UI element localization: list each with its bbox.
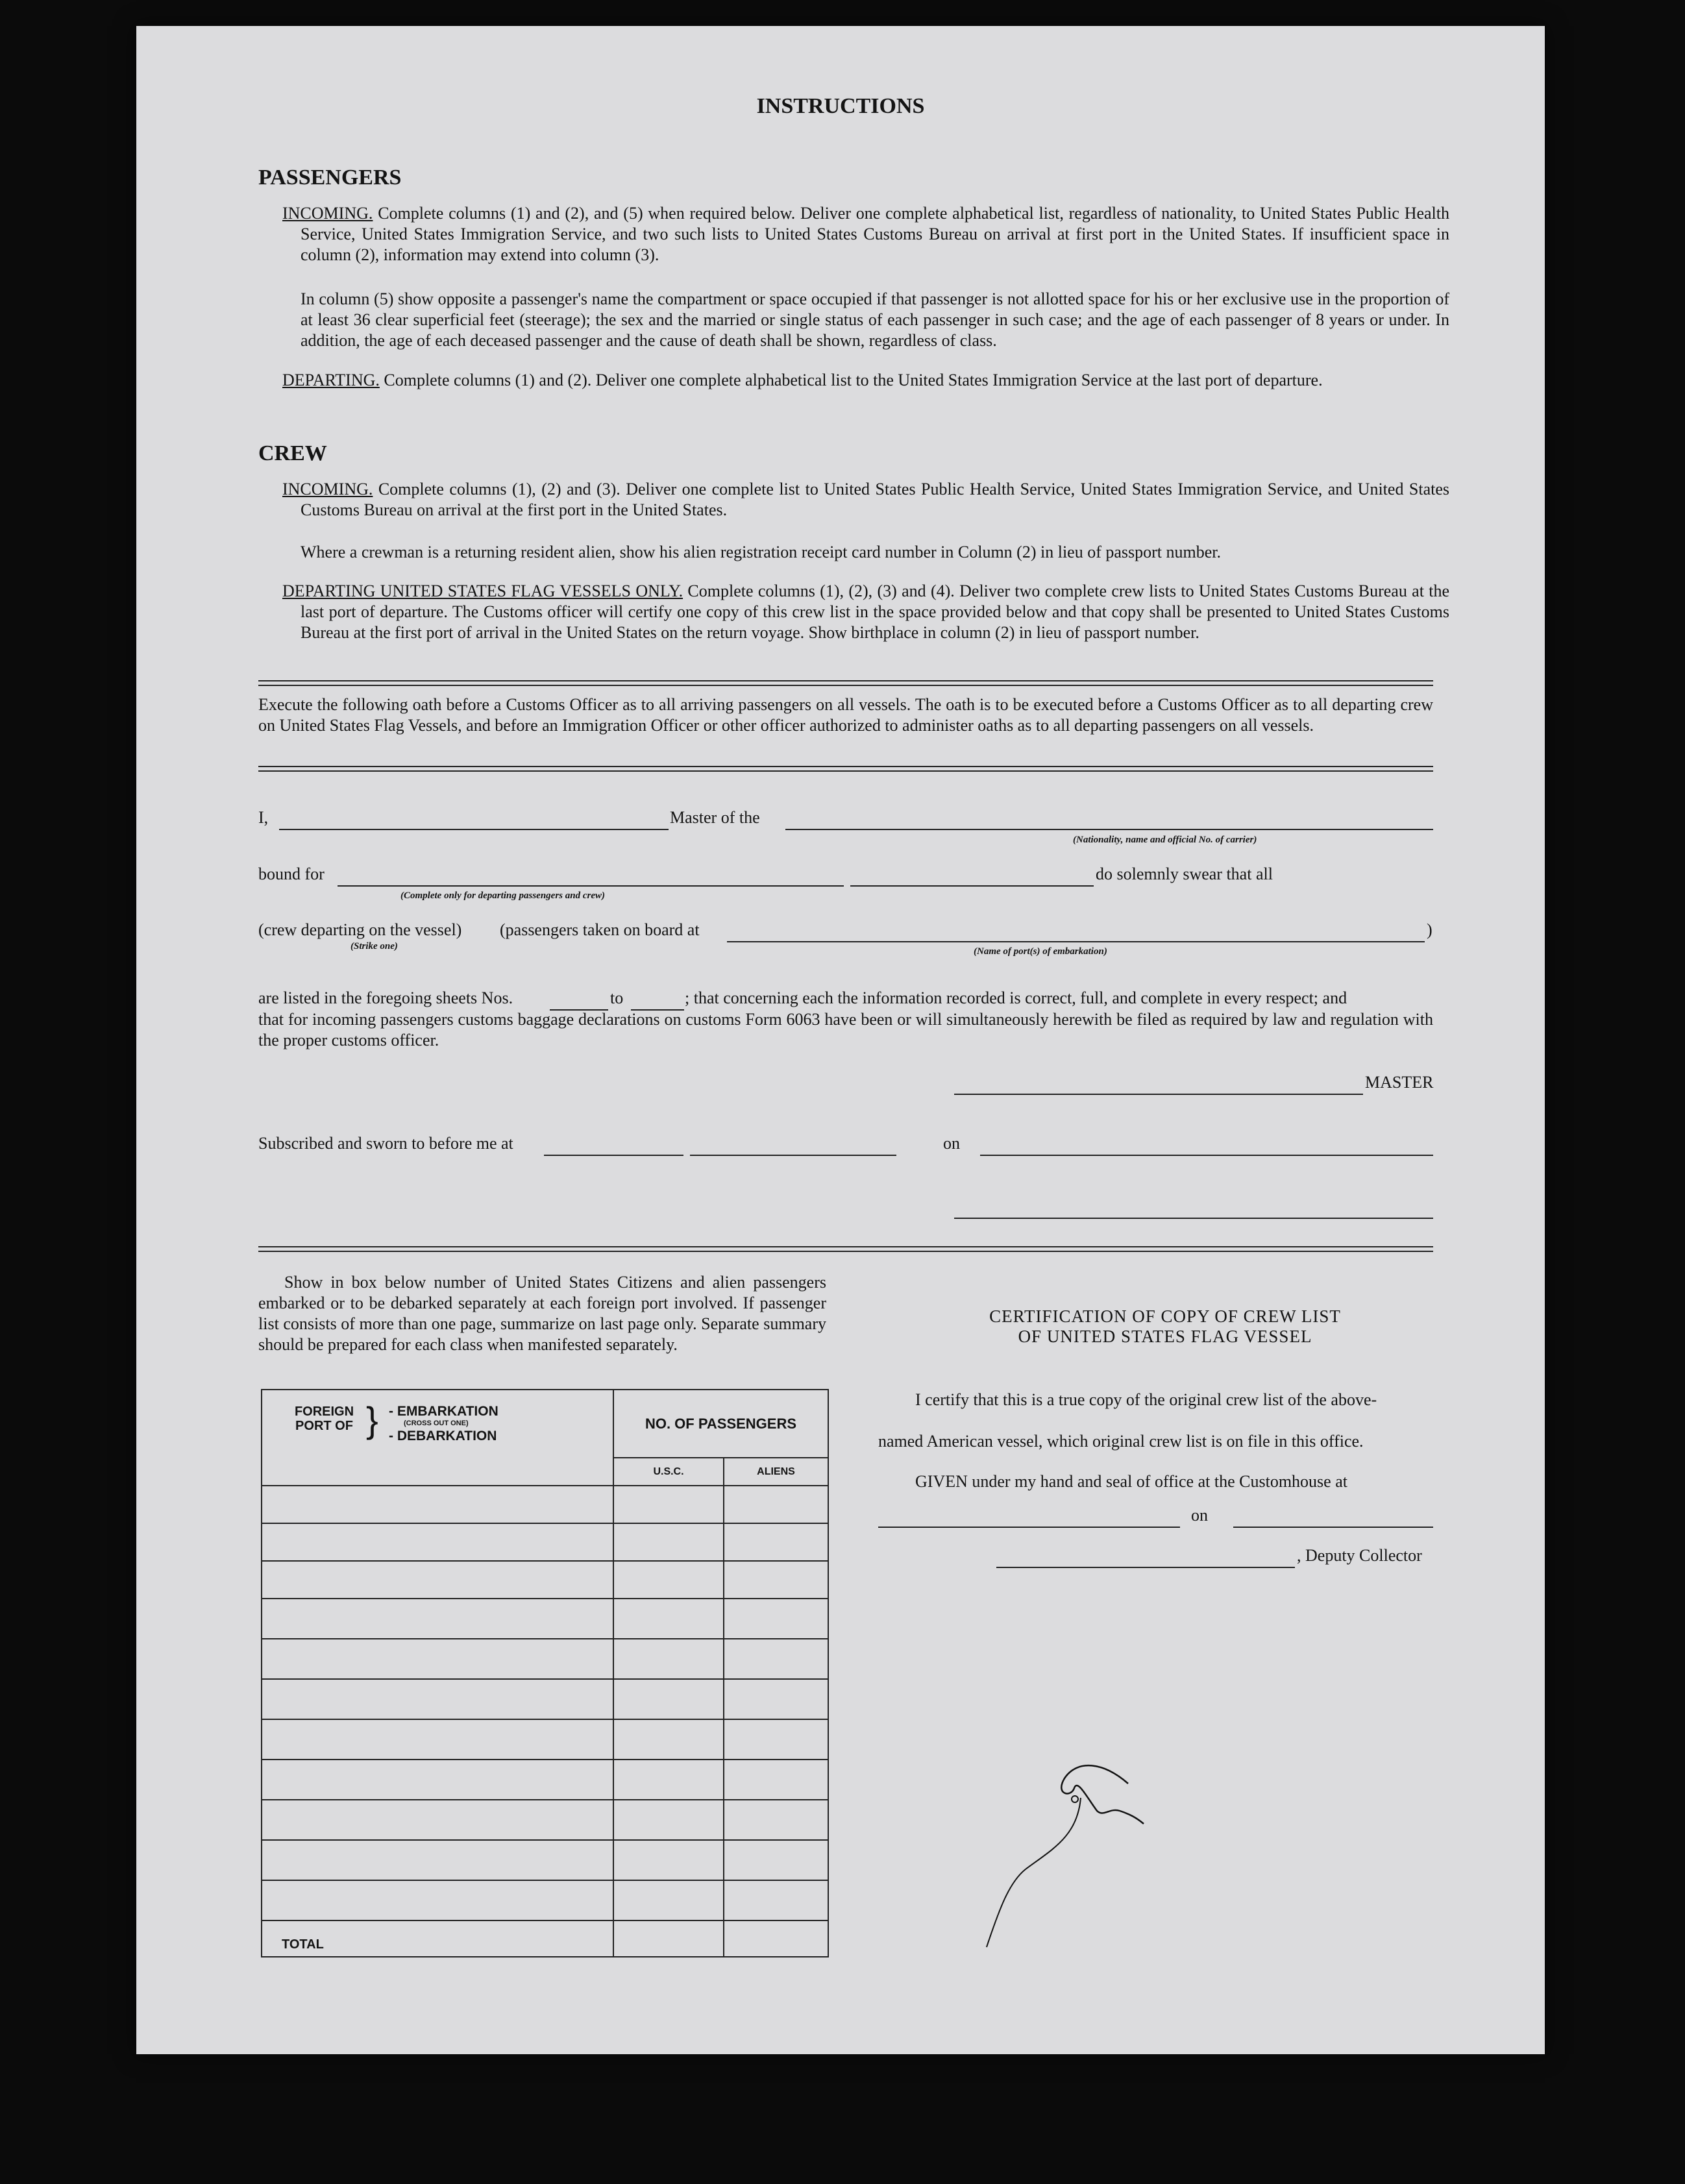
given-text: GIVEN under my hand and seal of office at the Customhouse at — [915, 1472, 1347, 1491]
summary-row — [262, 1679, 828, 1719]
usc-cell[interactable] — [613, 1561, 724, 1599]
usc-cell[interactable] — [613, 1719, 724, 1760]
subscribed-place-line-2[interactable] — [690, 1155, 896, 1156]
aliens-cell[interactable] — [724, 1561, 828, 1599]
cert-date-line[interactable] — [1233, 1527, 1433, 1528]
total-aliens-cell[interactable] — [724, 1920, 828, 1957]
usc-header: U.S.C. — [613, 1458, 724, 1486]
officer-signature-line[interactable] — [954, 1218, 1433, 1219]
pen-scribble-mark — [974, 1713, 1181, 1960]
passengers-taken-label: (passengers taken on board at — [500, 920, 700, 939]
crew-departing-label: DEPARTING UNITED STATES FLAG VESSELS ONLY. — [282, 582, 683, 600]
crew-heading: CREW — [258, 441, 327, 465]
aliens-cell[interactable] — [724, 1639, 828, 1679]
subscribed-date-line[interactable] — [980, 1155, 1433, 1156]
debarkation-label: - DEBARKATION — [389, 1429, 497, 1443]
summary-row — [262, 1760, 828, 1800]
crew-departing-label: (crew departing on the vessel) — [258, 920, 462, 939]
port-cell[interactable] — [262, 1639, 613, 1679]
port-cell[interactable] — [262, 1679, 613, 1719]
port-cell[interactable] — [262, 1561, 613, 1599]
summary-row — [262, 1639, 828, 1679]
aliens-header: ALIENS — [724, 1458, 828, 1486]
crew-incoming-label: INCOMING. — [282, 480, 373, 498]
summary-row — [262, 1880, 828, 1920]
usc-cell[interactable] — [613, 1639, 724, 1679]
summary-row — [262, 1523, 828, 1561]
subscribed-label: Subscribed and sworn to before me at — [258, 1134, 513, 1153]
bound-for-label: bound for — [258, 865, 325, 883]
usc-cell[interactable] — [613, 1840, 724, 1880]
master-signature-line[interactable] — [954, 1094, 1363, 1095]
bound-for-line-2[interactable] — [850, 885, 1094, 887]
embarkation-label: - EMBARKATION — [389, 1404, 498, 1419]
usc-cell[interactable] — [613, 1800, 724, 1840]
port-cell[interactable] — [262, 1880, 613, 1920]
listed-text-3: that for incoming passengers customs baggage declarations on customs Form 6063 have been or will simultaneously herewith be filed as required by law and regulation with the proper customs officer. — [258, 1010, 1433, 1049]
to-label: to — [610, 988, 624, 1007]
master-name-line[interactable] — [279, 829, 669, 830]
customhouse-line[interactable] — [878, 1527, 1180, 1528]
passengers-departing-label: DEPARTING. — [282, 371, 380, 389]
summary-row — [262, 1561, 828, 1599]
passengers-departing-text: Complete columns (1) and (2). Deliver one complete alphabetical list to the United States Immigration Service at the last port of departure. — [384, 371, 1323, 389]
aliens-cell[interactable] — [724, 1486, 828, 1523]
on-label: on — [943, 1134, 960, 1153]
total-label: TOTAL — [262, 1920, 613, 1957]
summary-row — [262, 1599, 828, 1639]
listed-text-2: ; that concerning each the information recorded is correct, full, and complete in every respect; and — [685, 988, 1347, 1007]
swear-label: do solemnly swear that all — [1096, 865, 1273, 883]
aliens-cell[interactable] — [724, 1760, 828, 1800]
port-cell[interactable] — [262, 1840, 613, 1880]
aliens-cell[interactable] — [724, 1679, 828, 1719]
port-cell[interactable] — [262, 1719, 613, 1760]
cert-on-label: on — [1191, 1506, 1208, 1525]
page-title: INSTRUCTIONS — [756, 94, 925, 118]
usc-cell[interactable] — [613, 1523, 724, 1561]
ports-line[interactable] — [727, 941, 1425, 942]
certification-title-line-2: OF UNITED STATES FLAG VESSEL — [1018, 1327, 1312, 1346]
crew-incoming-paragraph — [282, 479, 1449, 521]
port-cell[interactable] — [262, 1760, 613, 1800]
aliens-cell[interactable] — [724, 1599, 828, 1639]
certification-title-line-1: CERTIFICATION OF COPY OF CREW LIST — [989, 1307, 1341, 1326]
oath-instruction-paragraph: Execute the following oath before a Customs Officer as to all arriving passengers on all vessels. The oath is to be executed before a Customs Officer as to all departing crew on United States Flag Vessels, and before an Immigration Officer or other officer authorized to administer oaths as to all departing passengers on all vessels. — [258, 695, 1433, 735]
summary-row — [262, 1800, 828, 1840]
port-cell[interactable] — [262, 1486, 613, 1523]
deputy-signature-line[interactable] — [996, 1567, 1295, 1568]
crew-incoming-text: Complete columns (1), (2) and (3). Deliver one complete list to United States Public Health Service, United States Immigration Service, and United States Customs Bureau on arrival at the first port in the United States. — [301, 480, 1449, 519]
certify-text-1: I certify that this is a true copy of the original crew list of the above- — [915, 1390, 1377, 1409]
passengers-column5-paragraph: In column (5) show opposite a passenger's name the compartment or space occupied if that passenger is not allotted space for his or her exclusive use in the proportion of at least 36 clear superficial feet (steerage); the sex and the married or single status of each passenger in such case; and the age of each passenger of 8 years or under. In addition, the age of each deceased passenger and the cause of death shall be shown, regardless of class. — [301, 289, 1449, 350]
usc-cell[interactable] — [613, 1679, 724, 1719]
deputy-collector-label: , Deputy Collector — [1297, 1546, 1422, 1565]
certify-text-2: named American vessel, which original crew list is on file in this office. — [878, 1432, 1364, 1451]
subscribed-place-line[interactable] — [544, 1155, 683, 1156]
listed-sheets-label: are listed in the foregoing sheets Nos. — [258, 988, 513, 1007]
usc-cell[interactable] — [613, 1880, 724, 1920]
summary-row — [262, 1486, 828, 1523]
usc-cell[interactable] — [613, 1599, 724, 1639]
aliens-cell[interactable] — [724, 1719, 828, 1760]
aliens-cell[interactable] — [724, 1840, 828, 1880]
document-page — [136, 26, 1545, 2054]
bound-for-line[interactable] — [338, 885, 844, 887]
master-label: MASTER — [1365, 1073, 1434, 1092]
certification-title — [899, 1307, 1431, 1347]
usc-cell[interactable] — [613, 1760, 724, 1800]
brace-glyph: } — [366, 1399, 378, 1440]
divider-double — [258, 766, 1433, 772]
strike-one-note: (Strike one) — [351, 941, 398, 951]
crew-departing-paragraph — [282, 581, 1449, 643]
no-passengers-header: NO. OF PASSENGERS — [613, 1390, 828, 1458]
summary-row — [262, 1719, 828, 1760]
summary-instructions: Show in box below number of United States Citizens and alien passengers embarked or to be debarked separately at each foreign port involved. If passenger list consists of more than one page, summarize on last page only. Separate summary should be prepared for each class when manifested separately. — [258, 1273, 826, 1354]
master-of-the-label: Master of the — [670, 808, 760, 827]
aliens-cell[interactable] — [724, 1880, 828, 1920]
crew-departing-text: Complete columns (1), (2), (3) and (4). Deliver two complete crew lists to United States Customs Bureau at the last port of departure. The Customs officer will certify one copy of this crew list in the space provided below and that copy shall be presented to United States Customs Bureau at the first port of arrival in the United States on the return voyage. Show birthplace in column (2) in lieu of passport number. — [301, 582, 1450, 642]
foreign-port-of-label: FOREIGN PORT OF — [294, 1405, 354, 1433]
summary-total-row — [262, 1920, 828, 1957]
ports-note: (Name of port(s) of embarkation) — [974, 946, 1107, 957]
usc-cell[interactable] — [613, 1486, 724, 1523]
port-cell[interactable] — [262, 1523, 613, 1561]
total-usc-cell[interactable] — [613, 1920, 724, 1957]
complete-only-note: (Complete only for departing passengers and crew) — [400, 890, 605, 901]
summary-row — [262, 1840, 828, 1880]
passengers-incoming-label: INCOMING. — [282, 204, 373, 223]
crew-resident-paragraph: Where a crewman is a returning resident alien, show his alien registration receipt card number in Column (2) in lieu of passport number. — [301, 543, 1222, 561]
passengers-incoming-paragraph — [282, 203, 1449, 265]
close-paren: ) — [1427, 920, 1433, 939]
carrier-line[interactable] — [785, 829, 1433, 830]
passengers-incoming-text: Complete columns (1) and (2), and (5) when required below. Deliver one complete alphabetical list, regardless of nationality, to United States Public Health Service, United States Immigration Service, and two such lists to United States Customs Bureau on arrival at first port in the United States. If insufficient space in column (2), information may extend into column (3). — [301, 204, 1450, 264]
aliens-cell[interactable] — [724, 1523, 828, 1561]
divider-double — [258, 1246, 1433, 1252]
passengers-heading: PASSENGERS — [258, 166, 402, 190]
nationality-note: (Nationality, name and official No. of carrier) — [1073, 835, 1257, 845]
passengers-departing-paragraph — [282, 370, 1449, 391]
port-cell[interactable] — [262, 1599, 613, 1639]
passenger-summary-table — [261, 1389, 829, 1957]
port-cell[interactable] — [262, 1800, 613, 1840]
oath-i-label: I, — [258, 808, 269, 827]
aliens-cell[interactable] — [724, 1800, 828, 1840]
divider-double — [258, 680, 1433, 686]
port-header-cell — [262, 1390, 613, 1486]
cross-out-note: (CROSS OUT ONE) — [404, 1419, 469, 1427]
